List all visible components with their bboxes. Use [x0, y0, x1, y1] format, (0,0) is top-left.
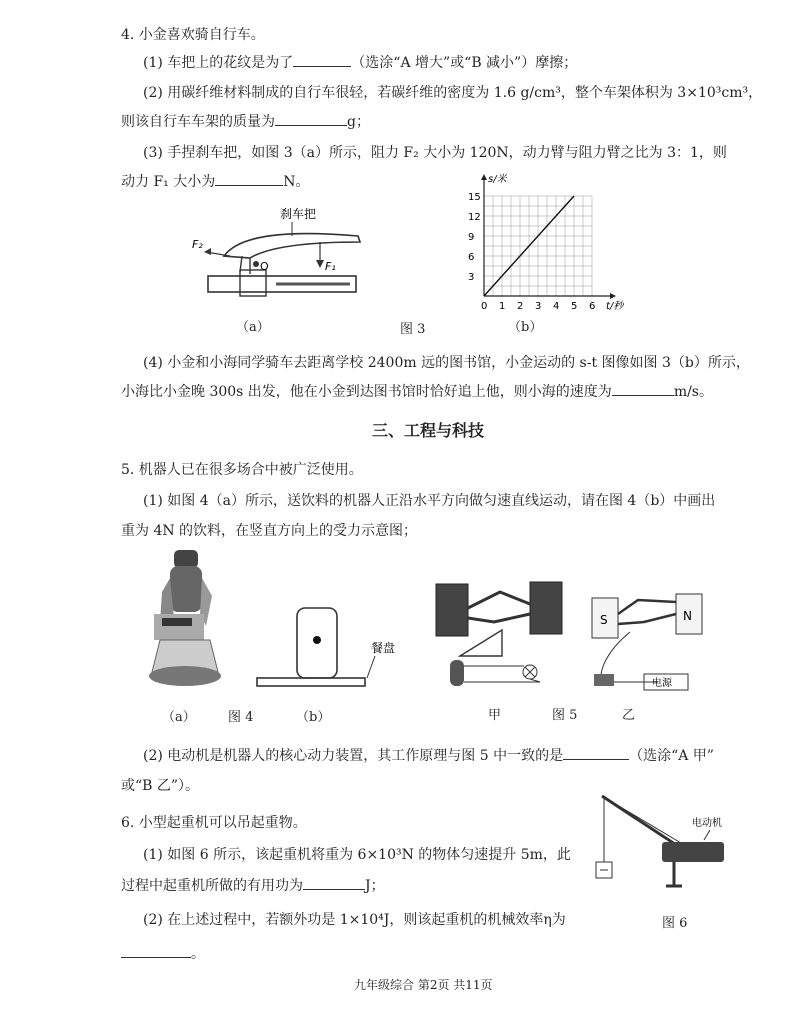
- x-tick-label: 4: [553, 301, 560, 312]
- answer-blank[interactable]: [275, 111, 347, 126]
- q5-title: 5. 机器人已在很多场合中被广泛使用。: [121, 462, 363, 478]
- crane-figure: [586, 790, 736, 894]
- q4-part4-text: 小海比小金晚 300s 出发，他在小金到达图书馆时恰好追上他，则小海的速度为: [121, 384, 612, 400]
- fig4a-caption: （a）: [162, 710, 196, 725]
- drink-tray-figure: [255, 600, 430, 695]
- x-tick-label: 0: [481, 301, 488, 312]
- q4-part2-text: 则该自行车车架的质量为: [121, 114, 275, 130]
- force-f1-label: F₁: [325, 260, 336, 273]
- fig3a-caption: （a）: [236, 320, 270, 335]
- q4-part2-line2: [121, 111, 370, 131]
- fig3b-caption: （b）: [508, 320, 543, 335]
- q5-part1-line2: 重为 4N 的饮料，在竖直方向上的受力示意图；: [121, 523, 418, 539]
- y-axis-arrow: [481, 174, 487, 180]
- q4-part1-options: （选涂“A 增大”或“B 减小”）摩擦；: [351, 55, 578, 71]
- q4-part1: [143, 52, 577, 72]
- q6-part1-unit: J；: [365, 878, 385, 894]
- y-tick-label: 15: [468, 192, 481, 203]
- x-tick-label: 2: [517, 301, 524, 312]
- tray: [257, 678, 365, 686]
- magnet-n-label: N: [683, 609, 692, 623]
- q6-part1-line1: (1) 如图 6 所示，该起重机将重为 6×10³N 的物体匀速提升 5m，此: [143, 847, 571, 863]
- magnet-s-label: S: [600, 613, 608, 627]
- generator-figure: [430, 578, 570, 696]
- st-graph: [456, 172, 626, 314]
- q4-title: 4. 小金喜欢骑自行车。: [121, 27, 265, 43]
- page-footer: 九年级综合 第2页 共11页: [354, 978, 493, 992]
- center-of-gravity-dot: [313, 636, 321, 644]
- q5-part2-line1: [143, 745, 714, 765]
- q4-part3-line2: [121, 171, 309, 191]
- power-supply-label: 电源: [652, 678, 672, 689]
- motor-label: 电动机: [692, 818, 722, 829]
- answer-blank[interactable]: [121, 943, 191, 958]
- answer-blank[interactable]: [293, 52, 351, 67]
- brake-lever-label: 刹车把: [280, 207, 317, 221]
- fig6-caption: 图 6: [662, 916, 688, 931]
- x-tick-label: 1: [499, 301, 506, 312]
- x-axis-label: t/秒: [606, 301, 624, 312]
- fig5-yi-caption: 乙: [622, 708, 636, 723]
- q6-part1-text: 过程中起重机所做的有用功为: [121, 878, 303, 894]
- pivot-o-label: O: [260, 260, 269, 273]
- fig5-jia-caption: 甲: [488, 708, 502, 723]
- x-tick-label: 5: [571, 301, 578, 312]
- q4-part3-line1: (3) 手捏刹车把，如图 3（a）所示，阻力 F₂ 大小为 120N，动力臂与阻力臂之比为 3：1，则: [143, 145, 727, 161]
- answer-blank[interactable]: [303, 875, 365, 890]
- q5-part1-line1: (1) 如图 4（a）所示，送饮料的机器人正沿水平方向做匀速直线运动，请在图 4（b）中画出: [143, 493, 716, 509]
- y-tick-label: 12: [468, 212, 481, 223]
- q5-part2-text: (2) 电动机是机器人的核心动力装置，其工作原理与图 5 中一致的是: [143, 748, 564, 764]
- q6-part2-line1: (2) 在上述过程中，若额外功是 1×10⁴J，则该起重机的机械效率η为: [143, 912, 566, 928]
- q4-part4-unit: m/s。: [673, 384, 713, 400]
- fig5-caption: 图 5: [552, 708, 578, 723]
- q5-part2-options: （选涂“A 甲”: [629, 748, 714, 764]
- section-heading: 三、工程与科技: [372, 421, 485, 440]
- q5-part2-line2: 或“B 乙”）。: [121, 778, 200, 794]
- q4-part2-line1: (2) 用碳纤维材料制成的自行车很轻，若碳纤维的密度为 1.6 g/cm³，整个车架体积为 3×10³cm³，: [143, 85, 763, 101]
- x-axis-arrow: [610, 293, 616, 299]
- robot-figure: [140, 548, 230, 690]
- motor-figure: [588, 580, 706, 696]
- x-tick-label: 3: [535, 301, 542, 312]
- answer-blank[interactable]: [612, 381, 674, 396]
- y-tick-label: 9: [468, 232, 475, 243]
- q4-part3-text: 动力 F₁ 大小为: [121, 174, 216, 190]
- fig4b-caption: （b）: [296, 710, 331, 725]
- q4-part3-unit: N。: [283, 174, 310, 190]
- q6-part1-line2: [121, 875, 385, 895]
- x-tick-label: 6: [589, 301, 596, 312]
- answer-blank[interactable]: [215, 171, 283, 186]
- brake-lever-figure: [180, 196, 380, 314]
- q6-title: 6. 小型起重机可以吊起重物。: [121, 815, 307, 831]
- fig3-caption: 图 3: [400, 322, 426, 337]
- answer-blank[interactable]: [563, 745, 629, 760]
- q4-part1-text: (1) 车把上的花纹是为了: [143, 55, 294, 71]
- fig4-caption: 图 4: [228, 710, 254, 725]
- y-tick-label: 6: [468, 252, 475, 263]
- q4-part4-line1: (4) 小金和小海同学骑车去距离学校 2400m 远的图书馆，小金运动的 s-t 图像如图 3（b）所示，: [143, 355, 750, 371]
- q4-part2-unit: g；: [347, 114, 370, 130]
- tray-label: 餐盘: [371, 641, 396, 655]
- y-tick-label: 3: [468, 272, 475, 283]
- force-f2-label: F₂: [192, 238, 203, 251]
- q4-part4-line2: [121, 381, 713, 401]
- q6-part2-end: 。: [191, 946, 205, 962]
- y-axis-label: s/米: [488, 174, 507, 185]
- q6-part2-line2: [121, 943, 205, 963]
